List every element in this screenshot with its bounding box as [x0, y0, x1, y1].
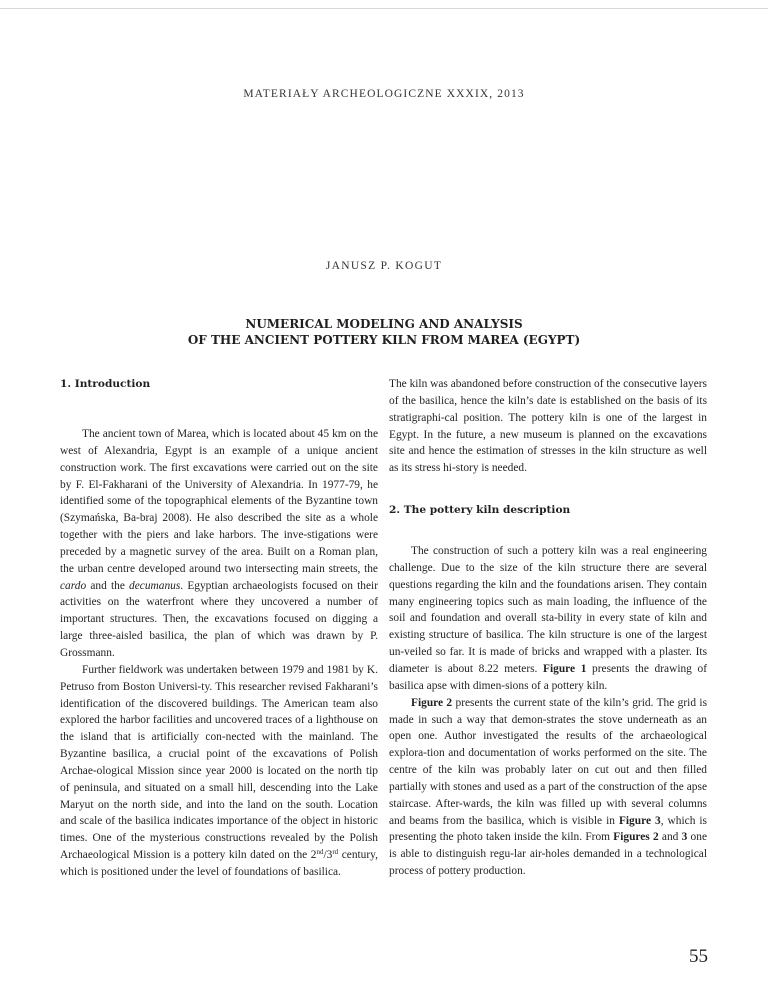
title-line-1: NUMERICAL MODELING AND ANALYSIS — [245, 317, 523, 331]
author-name: JANUSZ P. KOGUT — [325, 260, 443, 272]
paragraph: Further fieldwork was undertaken between 1979 and 1981 by K. Petruso from Boston Universi-ty. This researcher revised Fakharani’s identification of the discovered buildings. The American team also explored the harbor facilities and uncovered traces of a lighthouse on the island that is artificially con-nected with the mainland. The Byzantine basilica, a crucial point of the excavations of Polish Archae-ological Mission since year 2000 is located on the north tip of peninsula, and situated on a small hill, descending into the Lake Maryut on the north side, and into the land on the south. Location and scale of the basilica indicates importance of the object in historic times. One of the mysterious constructions revealed by the Polish Archaeological Mission is a pottery kiln dated on the 2nd/3rd century, which is positioned under the level of foundations of basilica. — [60, 663, 378, 878]
running-header: MATERIAŁY ARCHEOLOGICZNE XXXIX, 2013 — [243, 88, 525, 100]
top-divider — [0, 8, 768, 9]
paragraph: The ancient town of Marea, which is located about 45 km on the west of Alexandria, Egypt is an example of a unique ancient construction work. The first excavations were carried out on the site by F. El-Fakharani of the University of Alexandria. In 1977-79, he identified some of the topographical elements of the Byzantine town (Szymańska, Ba-braj 2008). He also described the site as a whole together with the piers and lake harbors. The inve-stigations were preceded by a magnetic survey of the area. Built on a Roman plan, the urban centre developed around two intersecting main streets, the cardo and the decumanus. Egyptian archaeologists focused on their activities on the waterfront where they uncovered a number of important structures. Then, the excavations focused on digging a large three-aisled basilica, the plan of which was drawn by P. Grossmann. — [60, 428, 378, 659]
figure-ref: Figure 3 — [618, 814, 661, 827]
title-line-2: OF THE ANCIENT POTTERY KILN FROM MAREA (EGYPT) — [187, 333, 581, 347]
right-column — [389, 376, 707, 880]
left-column — [60, 376, 378, 881]
paragraph: Figure 2 presents the current state of the kiln’s grid. The grid is made in such a way that demon-strates the stove underneath as an open one. Author investigated the results of the archaeological explora-tion and documentation of works performed on the site. The centre of the kiln was probably later on cut out and then filled partially with stones and used as a part of the construction of the apse staircase. After-wards, the kiln was filled up with several columns and beams from the basilica, which is visible in Figure 3, which is presenting the photo taken inside the kiln. From Figures 2 and 3 one is able to distinguish regu-lar air-holes demanded in a technological process of pottery production. — [389, 696, 707, 878]
page-number: 55 — [689, 946, 708, 967]
figure-ref: Figure 1 — [543, 662, 587, 675]
figure-ref: 3 — [681, 831, 688, 844]
figure-ref: Figures 2 — [613, 831, 659, 844]
section-heading-kiln-description: 2. The pottery kiln description — [389, 504, 571, 517]
paragraph: The kiln was abandoned before construction of the consecutive layers of the basilica, hence the kiln’s date is established on the basis of its stratigraphi-cal position. The pottery kiln is one of the largest in Egypt. In the future, a new museum is planned on the excavations site and hence the estimation of stresses in the kiln structure as well as its stress hi-story is needed. — [389, 378, 707, 475]
article-title — [0, 316, 768, 348]
paragraph: The construction of such a pottery kiln was a real engineering challenge. Due to the size of the kiln structure there are several questions regarding the kiln and the foundations arisen. They contain many engineering topics such as main loading, the influence of the soil and foundation and overall sta-bility in every state of kiln and existing structure of basilica. The kiln structure is one of the largest un-veiled so far. It is made of bricks and wrapped with a plaster. Its diameter is about 8.22 meters. Figure 1 presents the drawing of basilica apse with dimen-sions of a pottery kiln. — [389, 545, 707, 692]
section-heading-introduction: 1. Introduction — [60, 378, 151, 390]
figure-ref: Figure 2 — [411, 696, 453, 709]
